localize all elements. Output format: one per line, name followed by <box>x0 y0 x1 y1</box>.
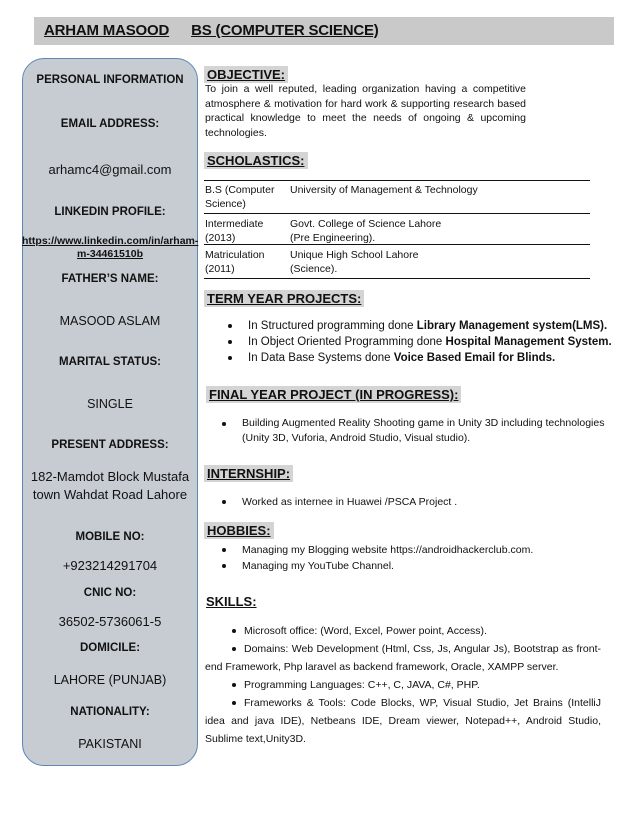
edu-institute-line1: Unique High School Lahore <box>290 249 419 261</box>
mobile-label: MOBILE NO: <box>75 531 145 543</box>
table-row <box>204 244 590 279</box>
hobbies-list <box>218 542 598 574</box>
linkedin-link-line2: m-34461510b <box>77 248 143 260</box>
final-project-list <box>218 416 610 445</box>
edu-level <box>205 248 285 276</box>
skill-text: Programming Languages: C++, C, JAVA, C#, PHP. <box>244 679 480 691</box>
bullet-icon <box>232 629 236 633</box>
project-title: Library Management system(LMS). <box>416 320 608 332</box>
list-item: Worked as internee in Huawei /PSCA Project . <box>218 494 598 510</box>
degree-title: BS (COMPUTER SCIENCE) <box>191 22 379 39</box>
domicile-value: LAHORE (PUNJAB) <box>53 673 167 687</box>
candidate-name: ARHAM MASOOD <box>44 22 170 39</box>
project-title: Voice Based Email for Blinds. <box>393 352 556 364</box>
project-course: In Structured programming done <box>248 320 417 332</box>
nationality-label: NATIONALITY: <box>70 706 150 718</box>
list-item <box>205 622 601 640</box>
father-label: FATHER’S NAME: <box>61 273 159 285</box>
project-course: In Object Oriented Programming done <box>248 336 446 348</box>
marital-value: SINGLE <box>87 397 133 411</box>
address-value <box>22 468 198 504</box>
bullet-icon <box>232 701 236 705</box>
scholastics-table <box>204 180 590 279</box>
edu-institute-line1: University of Management & Technology <box>290 184 478 196</box>
skill-text: Microsoft office: (Word, Excel, Power point, Access). <box>244 625 487 637</box>
final-project-heading: FINAL YEAR PROJECT (IN PROGRESS): <box>206 386 461 403</box>
term-projects-list <box>224 318 614 366</box>
hobbies-heading: HOBBIES: <box>204 522 274 539</box>
address-line2: town Wahdat Road Lahore <box>32 487 188 502</box>
edu-level-line1: Intermediate <box>205 218 264 230</box>
linkedin-link-line1: https://www.linkedin.com/in/arham- <box>22 235 199 247</box>
bullet-icon <box>232 647 236 651</box>
address-label: PRESENT ADDRESS: <box>51 439 169 451</box>
list-item <box>224 350 614 366</box>
edu-level <box>205 217 285 245</box>
list-item <box>205 640 601 676</box>
edu-institute-line2: (Pre Engineering). <box>290 232 376 244</box>
internship-heading: INTERNSHIP: <box>204 465 293 482</box>
edu-institute-line1: Govt. College of Science Lahore <box>290 218 442 230</box>
edu-level-line1: B.S (Computer <box>205 184 275 196</box>
project-title: Hospital Management System. <box>445 336 612 348</box>
edu-institute <box>290 248 418 276</box>
header-title <box>44 22 379 39</box>
list-item: Managing my Blogging website https://androidhackerclub.com. <box>218 542 598 558</box>
edu-institute <box>290 183 478 197</box>
scholastics-heading: SCHOLASTICS: <box>204 152 308 169</box>
skill-text: Domains: Web Development (Html, Css, Js, Angular Js), Bootstrap as front-end Framework, Php laravel as backend framework, Oracle, XAMPP server. <box>205 643 601 673</box>
list-item: Managing my YouTube Channel. <box>218 558 598 574</box>
edu-level-line2: (2011) <box>205 263 235 275</box>
list-item <box>224 334 614 350</box>
personal-info-heading: PERSONAL INFORMATION <box>36 74 184 86</box>
skills-heading: SKILLS: <box>206 594 257 609</box>
edu-institute <box>290 217 441 245</box>
edu-institute-line2: (Science). <box>290 263 338 275</box>
list-item <box>205 676 601 694</box>
cnic-value: 36502-5736061-5 <box>58 614 162 629</box>
bullet-icon <box>232 683 236 687</box>
address-line1: 182-Mamdot Block Mustafa <box>30 469 190 484</box>
project-course: In Data Base Systems done <box>248 352 394 364</box>
list-item <box>205 694 601 748</box>
cnic-label: CNIC NO: <box>83 587 137 599</box>
mobile-value: +923214291704 <box>62 558 158 573</box>
edu-level-line2: Science) <box>205 198 246 210</box>
linkedin-label: LINKEDIN PROFILE: <box>54 206 166 218</box>
edu-level <box>205 183 285 211</box>
objective-heading: OBJECTIVE: <box>204 66 288 83</box>
father-value: MASOOD ASLAM <box>59 314 161 328</box>
marital-label: MARITAL STATUS: <box>59 356 161 368</box>
list-item: Building Augmented Reality Shooting game in Unity 3D including technologies (Unity 3D, Vuforia, Android Studio, Visual studio). <box>218 416 610 445</box>
table-row <box>204 180 590 213</box>
list-item <box>224 318 614 334</box>
email-value[interactable]: arhamc4@gmail.com <box>48 162 172 177</box>
skill-text: Frameworks & Tools: Code Blocks, WP, Visual Studio, Jet Brains (IntelliJ idea and java IDE), Netbeans IDE, Dream viewer, Notepad++, Android Studio, Sublime text,Unity3D. <box>205 697 601 745</box>
term-projects-heading: TERM YEAR PROJECTS: <box>204 290 364 307</box>
objective-text: To join a well reputed, leading organization having a competitive atmosphere & motivation for hard work & supporting research based practical knowledge to meet the needs of ongoing & upcoming technologies. <box>205 83 526 139</box>
internship-list <box>218 494 598 510</box>
edu-level-line2: (2013) <box>205 232 236 244</box>
email-label: EMAIL ADDRESS: <box>60 118 160 130</box>
linkedin-link[interactable] <box>22 235 198 261</box>
skills-list <box>205 622 601 748</box>
table-row <box>204 213 590 244</box>
domicile-label: DOMICILE: <box>79 642 141 654</box>
nationality-value: PAKISTANI <box>78 737 142 751</box>
edu-level-line1: Matriculation <box>205 249 265 261</box>
